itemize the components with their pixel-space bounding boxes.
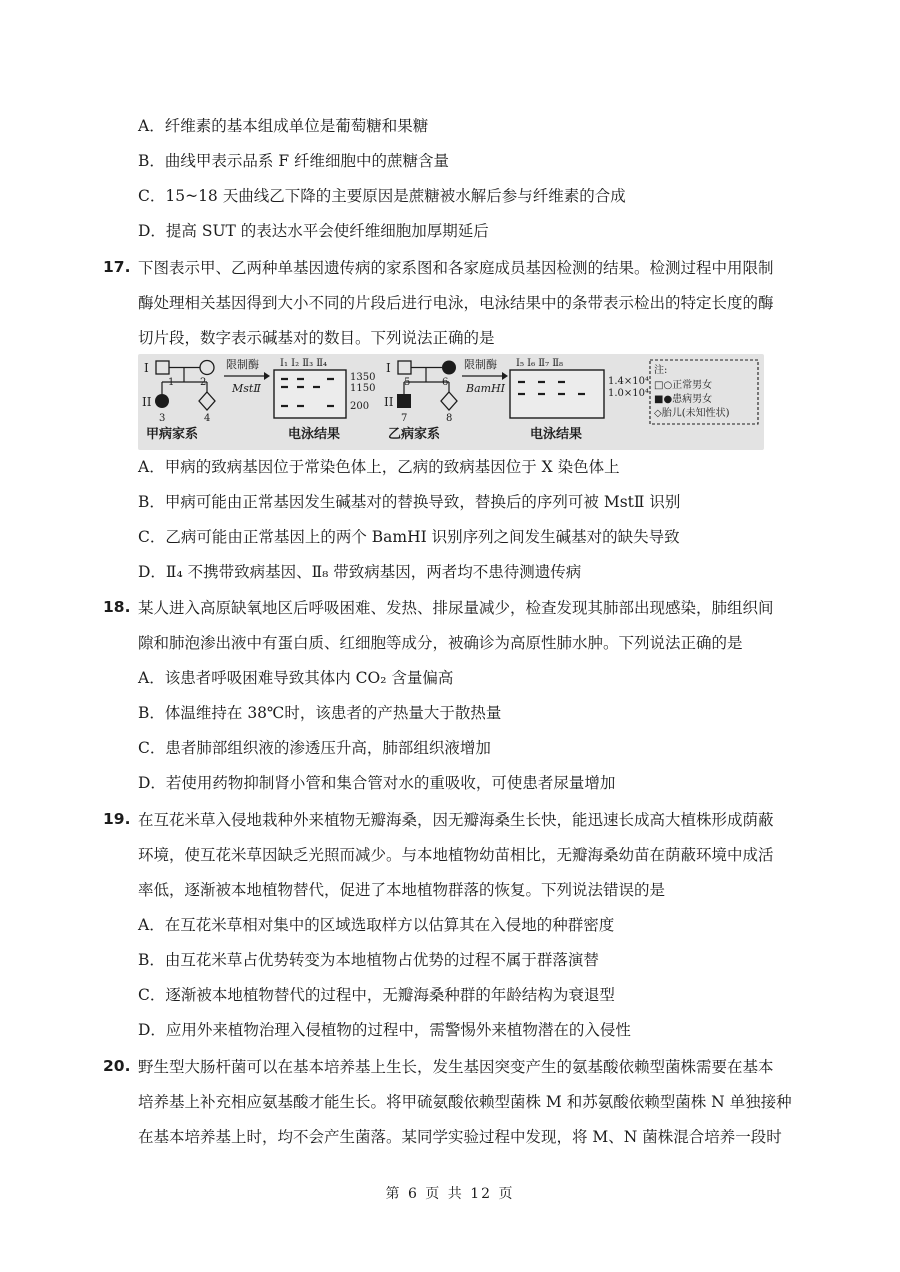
- q17-number: 17.: [103, 258, 131, 276]
- pedigree-person-3-affected: [155, 394, 169, 408]
- pedigree-person-4-fetus: [199, 392, 215, 410]
- family2-label: 乙病家系: [388, 427, 441, 442]
- person-number-1: 1: [168, 377, 175, 388]
- gel1-size-2: 1150: [350, 383, 376, 394]
- q19-stem-line-1: 在互花米草入侵地栽种外来植物无瓣海桑，因无瓣海桑生长快，能迅速长成高大植株形成荫蔽: [138, 811, 774, 829]
- enzyme1-arrowhead: [264, 372, 270, 380]
- q18-option-b: B．体温维持在 38℃时，该患者的产热量大于散热量: [138, 704, 502, 722]
- q16-option-b: B．曲线甲表示品系 F 纤维细胞中的蔗糖含量: [138, 152, 450, 170]
- q20-stem-line-1: 野生型大肠杆菌可以在基本培养基上生长，发生基因突变产生的氨基酸依赖型菌株需要在基本: [138, 1058, 774, 1076]
- person-number-2: 2: [200, 377, 207, 388]
- page-footer: 第 6 页 共 12 页: [385, 1186, 515, 1202]
- gel1-size-1: 1350: [350, 372, 376, 383]
- q20-number: 20.: [103, 1057, 131, 1075]
- q19-option-c: C．逐渐被本地植物替代的过程中，无瓣海桑种群的年龄结构为衰退型: [138, 986, 615, 1004]
- q18-stem-line-1: 某人进入高原缺氧地区后呼吸困难、发热、排尿量减少，检查发现其肺部出现感染，肺组织间: [138, 599, 774, 617]
- pedigree-person-1: [156, 361, 169, 374]
- gel1-frame: [274, 370, 346, 418]
- q16-option-c: C．15~18 天曲线乙下降的主要原因是蔗糖被水解后参与纤维素的合成: [138, 187, 626, 205]
- enzyme2-arrowhead: [502, 372, 508, 380]
- q20-stem-line-3: 在基本培养基上时，均不会产生菌落。某同学实验过程中发现，将 M、N 菌株混合培养一段时: [138, 1128, 782, 1146]
- q17-option-a: A．甲病的致病基因位于常染色体上，乙病的致病基因位于 X 染色体上: [138, 458, 620, 476]
- legend-title: 注:: [654, 365, 668, 376]
- q18-number: 18.: [103, 598, 131, 616]
- q19-option-a: A．在互花米草相对集中的区域选取样方以估算其在入侵地的种群密度: [138, 916, 615, 934]
- gel1-label: 电泳结果: [288, 427, 341, 442]
- gel2-label: 电泳结果: [530, 427, 583, 442]
- pedigree-person-6-affected: [442, 361, 456, 375]
- q19-option-d: D．应用外来植物治理入侵植物的过程中，需警惕外来植物潜在的入侵性: [138, 1021, 631, 1039]
- gel1-lane-labels: I₁ I₂ Ⅱ₃ Ⅱ₄: [280, 358, 328, 369]
- gel1-size-3: 200: [350, 401, 370, 412]
- q19-option-b: B．由互花米草占优势转变为本地植物占优势的过程不属于群落演替: [138, 951, 599, 969]
- q17-figure: [138, 354, 764, 450]
- family1-label: 甲病家系: [146, 427, 199, 442]
- pedigree-person-5: [398, 361, 411, 374]
- enzyme1-name: MstⅡ: [232, 382, 261, 395]
- pedigree-gel-diagram: [138, 354, 764, 450]
- person-number-8: 8: [446, 413, 453, 424]
- enzyme2-name: BamHI: [466, 382, 506, 395]
- person-number-3: 3: [159, 413, 166, 424]
- person-number-5: 5: [404, 377, 411, 388]
- q18-option-a: A．该患者呼吸困难导致其体内 CO₂ 含量偏高: [138, 669, 454, 687]
- pedigree-person-7-affected: [397, 394, 411, 408]
- gel2-lane-labels: I₅ I₆ Ⅱ₇ Ⅱ₈: [516, 358, 564, 369]
- q16-option-d: D．提高 SUT 的表达水平会使纤维细胞加厚期延后: [138, 222, 489, 240]
- gel2-size-1: 1.4×10⁴: [608, 376, 650, 387]
- enzyme1-label: 限制酶: [226, 358, 259, 371]
- q20-stem-line-2: 培养基上补充相应氨基酸才能生长。将甲硫氨酸依赖型菌株 M 和苏氨酸依赖型菌株 N 单独接种: [138, 1093, 792, 1111]
- q19-stem-line-2: 环境，使互花米草因缺乏光照而减少。与本地植物幼苗相比，无瓣海桑幼苗在荫蔽环境中成活: [138, 846, 774, 864]
- q18-option-d: D．若使用药物抑制肾小管和集合管对水的重吸收，可使患者尿量增加: [138, 774, 616, 792]
- q19-stem-line-3: 率低，逐渐被本地植物替代，促进了本地植物群落的恢复。下列说法错误的是: [138, 881, 666, 899]
- pedigree-person-8-fetus: [441, 392, 457, 410]
- enzyme2-label: 限制酶: [464, 358, 497, 371]
- gen1-label-family2: I: [386, 361, 391, 375]
- pedigree-person-2: [200, 361, 214, 375]
- q18-stem-line-2: 隙和肺泡渗出液中有蛋白质、红细胞等成分，被确诊为高原性肺水肿。下列说法正确的是: [138, 634, 743, 652]
- person-number-4: 4: [204, 413, 211, 424]
- legend-normal: □○正常男女: [654, 380, 713, 391]
- q16-option-a: A．纤维素的基本组成单位是葡萄糖和果糖: [138, 117, 429, 135]
- person-number-7: 7: [401, 413, 408, 424]
- q17-option-b: B．甲病可能由正常基因发生碱基对的替换导致，替换后的序列可被 MstⅡ 识别: [138, 493, 681, 511]
- gen2-label-family2: II: [384, 395, 394, 409]
- q17-stem-line-2: 酶处理相关基因得到大小不同的片段后进行电泳，电泳结果中的条带表示检出的特定长度的酶: [138, 294, 774, 312]
- legend-fetus: ◇胎儿(未知性状): [654, 408, 730, 419]
- q19-number: 19.: [103, 810, 131, 828]
- q17-stem-line-1: 下图表示甲、乙两种单基因遗传病的家系图和各家庭成员基因检测的结果。检测过程中用限制: [138, 259, 774, 277]
- q17-option-d: D．Ⅱ₄ 不携带致病基因、Ⅱ₈ 带致病基因，两者均不患待测遗传病: [138, 563, 582, 581]
- q17-option-c: C．乙病可能由正常基因上的两个 BamHI 识别序列之间发生碱基对的缺失导致: [138, 528, 680, 546]
- gen2-label-family1: II: [142, 395, 152, 409]
- person-number-6: 6: [442, 377, 449, 388]
- gen1-label-family1: I: [144, 361, 149, 375]
- q17-stem-line-3: 切片段，数字表示碱基对的数目。下列说法正确的是: [138, 329, 495, 347]
- gel2-size-2: 1.0×10⁴: [608, 388, 650, 399]
- legend-affected: ■●患病男女: [654, 394, 713, 405]
- q18-option-c: C．患者肺部组织液的渗透压升高，肺部组织液增加: [138, 739, 491, 757]
